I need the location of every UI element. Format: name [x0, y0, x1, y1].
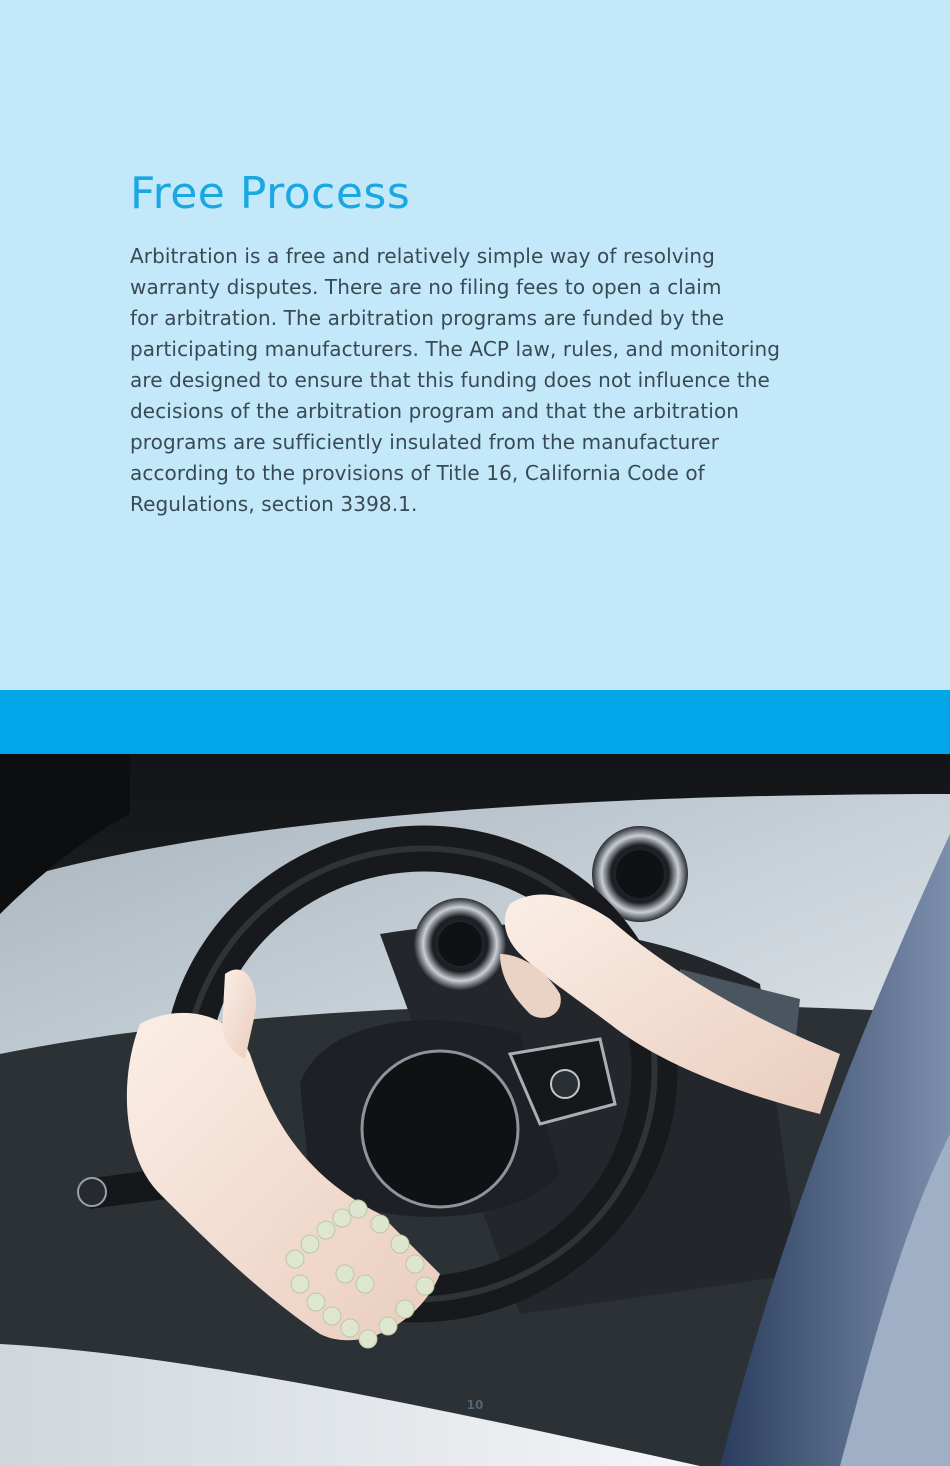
paragraph-line: warranty disputes. There are no filing fees to open a claim: [130, 275, 722, 299]
page-title: Free Process: [130, 168, 411, 219]
body-paragraph: [130, 241, 830, 520]
paragraph-line: Regulations, section 3398.1.: [130, 492, 418, 516]
paragraph-line: according to the provisions of Title 16, California Code of: [130, 461, 705, 485]
paragraph-line: participating manufacturers. The ACP law, rules, and monitoring: [130, 337, 781, 361]
paragraph-line: are designed to ensure that this funding does not influence the: [130, 368, 770, 392]
paragraph-line: decisions of the arbitration program and that the arbitration: [130, 399, 740, 423]
paragraph-line: for arbitration. The arbitration programs are funded by the: [130, 306, 725, 330]
steering-wheel-photo: [0, 754, 950, 1466]
paragraph-line: programs are sufficiently insulated from the manufacturer: [130, 430, 720, 454]
accent-band: [0, 690, 950, 754]
page-number: 10: [466, 1398, 484, 1412]
text-panel: [0, 0, 950, 690]
paragraph-line: Arbitration is a free and relatively simple way of resolving: [130, 244, 715, 268]
